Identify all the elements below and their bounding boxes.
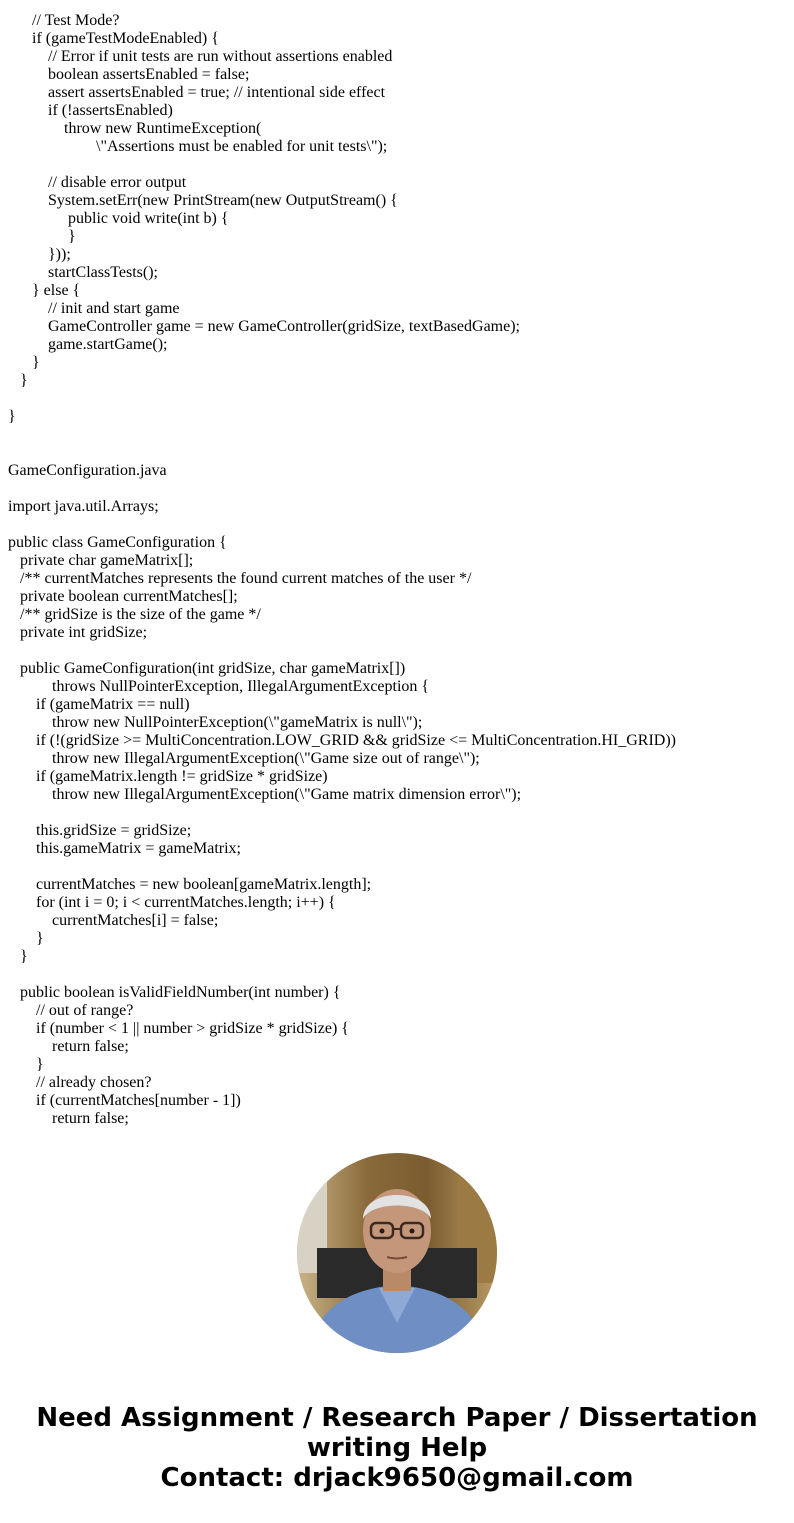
code-line: for (int i = 0; i < currentMatches.length; i++) { [8,894,336,911]
code-line: } [8,408,16,425]
code-line: throws NullPointerException, IllegalArgumentException { [8,678,430,695]
code-line [8,426,788,444]
promo-contact: Contact: drjack9650@gmail.com [160,1463,634,1493]
code-line: this.gameMatrix = gameMatrix; [8,840,241,857]
code-line [8,966,788,984]
code-line: \"Assertions must be enabled for unit tests\"); [8,138,388,155]
code-line: currentMatches = new boolean[gameMatrix.length]; [8,876,372,893]
code-line: } [8,948,28,965]
code-line: throw new NullPointerException(\"gameMatrix is null\"); [8,714,423,731]
code-line: // init and start game [8,300,180,317]
code-line: throw new IllegalArgumentException(\"Game size out of range\"); [8,750,480,767]
code-line: // Test Mode? [8,12,120,29]
code-line: if (gameMatrix == null) [8,696,190,713]
code-line: public class GameConfiguration { [8,534,227,551]
code-line: if (gameMatrix.length != gridSize * gridSize) [8,768,328,785]
code-line: this.gridSize = gridSize; [8,822,192,839]
code-line: return false; [8,1038,129,1055]
code-line: // already chosen? [8,1074,152,1091]
code-line: // Error if unit tests are run without assertions enabled [8,48,393,65]
code-line: } [8,930,44,947]
code-line: } [8,1056,44,1073]
code-line: } [8,354,40,371]
code-line [8,390,788,408]
code-line: currentMatches[i] = false; [8,912,219,929]
portrait-image [297,1153,497,1353]
author-avatar [297,1153,497,1353]
code-line: private int gridSize; [8,624,148,641]
code-line: /** currentMatches represents the found current matches of the user */ [8,570,472,587]
code-line: public void write(int b) { [8,210,229,227]
code-line: // out of range? [8,1002,134,1019]
code-line [8,444,788,462]
code-line: if (!(gridSize >= MultiConcentration.LOW_GRID && gridSize <= MultiConcentration.HI_GRID)) [8,732,676,749]
code-listing [8,12,788,1128]
code-line: private char gameMatrix[]; [8,552,194,569]
code-line: return false; [8,1110,129,1127]
code-line [8,642,788,660]
code-line: if (!assertsEnabled) [8,102,173,119]
code-line [8,858,788,876]
code-line: game.startGame(); [8,336,168,353]
code-line: private boolean currentMatches[]; [8,588,238,605]
code-line [8,804,788,822]
code-line: System.setErr(new PrintStream(new OutputStream() { [8,192,398,209]
code-line [8,516,788,534]
promo-banner [0,1403,794,1493]
code-line: boolean assertsEnabled = false; [8,66,250,83]
promo-line-1: Need Assignment / Research Paper / Dissertation [36,1403,758,1433]
code-line: })); [8,246,71,263]
promo-line-2: writing Help [306,1433,488,1463]
code-line: GameController game = new GameController(gridSize, textBasedGame); [8,318,520,335]
code-line: } [8,228,76,245]
code-line [8,480,788,498]
code-line: if (currentMatches[number - 1]) [8,1092,241,1109]
code-line: // disable error output [8,174,187,191]
code-line [8,156,788,174]
code-line: throw new RuntimeException( [8,120,262,137]
code-line: assert assertsEnabled = true; // intentional side effect [8,84,386,101]
code-line: GameConfiguration.java [8,462,167,479]
code-line: } else { [8,282,81,299]
code-line: public GameConfiguration(int gridSize, char gameMatrix[]) [8,660,406,677]
code-line: startClassTests(); [8,264,158,281]
code-line: throw new IllegalArgumentException(\"Game matrix dimension error\"); [8,786,522,803]
code-line: if (gameTestModeEnabled) { [8,30,219,47]
code-line: import java.util.Arrays; [8,498,159,515]
code-line: if (number < 1 || number > gridSize * gridSize) { [8,1020,349,1037]
code-line: } [8,372,28,389]
code-line: /** gridSize is the size of the game */ [8,606,261,623]
code-line: public boolean isValidFieldNumber(int number) { [8,984,341,1001]
